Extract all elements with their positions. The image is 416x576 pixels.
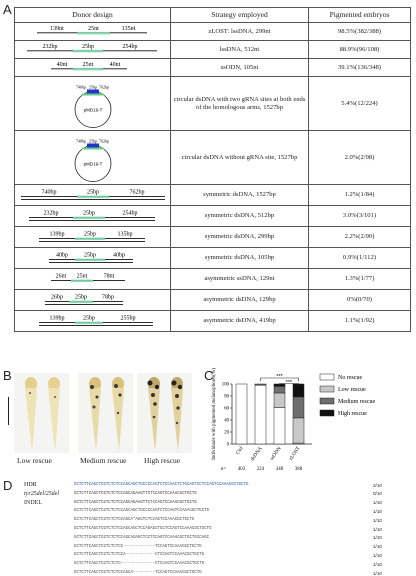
panel-label-b: B (3, 368, 12, 383)
strategy-cell: circular dsDNA with two gRNA sites at both ends of the homologous arms, 1527bp (171, 77, 309, 131)
donor-design-cell (15, 59, 171, 77)
label-medium-rescue: Medium rescue (80, 456, 126, 465)
sequence-line: GCTCTTCAGCTCGTCTCTCCAGCAGAAGTTCTCCAGTCCAAACGCTGCTG (74, 492, 197, 496)
pigmented-cell: 1.2%(1/84) (309, 185, 411, 206)
donor-diagram (15, 59, 171, 76)
label-tyr-del (24, 491, 59, 497)
sequence-line: GCTCTTCAGCTCGTCTCTC--------------CTCCAGTCCAAACGCTGCTG (74, 562, 204, 566)
donor-design-cell (15, 185, 171, 206)
n-label: n= (221, 467, 226, 472)
insert-highlight (73, 50, 103, 53)
pigmented-cell: 3.0%(3/101) (309, 206, 411, 227)
arm-length-label: 740bp (76, 85, 86, 90)
right-arm-label: 40bp (113, 253, 125, 259)
rescue-stacked-bar-chart (208, 368, 413, 476)
insert-label: 25bp (82, 44, 94, 50)
donor-design-cell (15, 248, 171, 269)
insert-highlight (73, 68, 103, 71)
strategy-cell: ssODN, 105nt (171, 59, 309, 77)
fish-larvae-low-image (14, 373, 69, 453)
legend-label: Low rescue (338, 387, 366, 393)
right-arm-label: 78nt (104, 274, 115, 280)
strategy-cell: symmetric dsDNA, 105bp (171, 248, 309, 269)
donor-design-cell (15, 290, 171, 311)
strategy-cell: asymmetric ssDNA, 129nt (171, 269, 309, 290)
label-indel: INDEL (24, 500, 42, 506)
insert-highlight (71, 280, 93, 283)
right-arm-label: 254bp (123, 44, 138, 50)
arm-length-label: 762bp (99, 139, 109, 144)
sequence-count: 1/10 (373, 544, 382, 549)
header-donor-design: Donor design (15, 8, 171, 23)
n-value: 388 (295, 467, 303, 472)
insert-highlight (75, 238, 105, 241)
table-row (15, 23, 411, 41)
fish-image-high (137, 373, 192, 453)
pigmented-cell: 0.9%(1/112) (309, 248, 411, 269)
bar-segment (293, 418, 304, 443)
donor-design-table (14, 7, 411, 332)
plasmid-label: pMD19-T (84, 108, 103, 113)
table-row (15, 290, 411, 311)
left-arm-label: 26bp (51, 295, 63, 301)
sequence-count: 0/10 (373, 491, 382, 496)
strategy-cell: asymmetric dsDNA, 419bp (171, 311, 309, 332)
label-tyr-del-text: tyr25del/25del (24, 491, 59, 497)
right-arm-label: 135bp (118, 232, 133, 238)
x-tick-label: ssODN (269, 446, 283, 462)
sequence-line: GCTCTTCAGCTCGTCTCTCCAGCAGCTCCAGAGCTGCTCCAGTCCAAACGCTGCTG (74, 527, 212, 531)
pigmented-cell: 98.5%(382/388) (309, 23, 411, 41)
n-value: 348 (276, 467, 284, 472)
legend-swatch (320, 398, 334, 404)
sequence-count: 1/10 (373, 500, 382, 505)
sequence-count: 1/10 (373, 527, 382, 532)
donor-design-cell (15, 23, 171, 41)
x-tick-label: zLOST (288, 445, 302, 462)
strategy-cell: symmetric dsDNA, 1527bp (171, 185, 309, 206)
table-row (15, 185, 411, 206)
pigmented-cell: 5.4%(12/224) (309, 77, 411, 131)
arm-length-label: 762bp (99, 85, 109, 90)
significance-mark: *** (276, 374, 283, 380)
bar-segment (255, 385, 266, 444)
donor-diagram (15, 206, 171, 226)
donor-diagram (15, 227, 171, 247)
legend-label: No rescue (338, 375, 362, 381)
donor-design-cell (15, 41, 171, 59)
donor-diagram (15, 269, 171, 289)
right-arm-label: 254bp (123, 211, 138, 217)
left-arm-label: 40bp (56, 253, 68, 259)
insert-highlight (69, 301, 93, 304)
insert-label: 25bp (87, 190, 99, 196)
left-arm-label: 232bp (43, 44, 58, 50)
pigmented-cell: 0%(0/70) (309, 290, 411, 311)
x-tick-label: Ctrl (235, 445, 245, 456)
sequence-line: GCTCTTCAGCTCGTCTCTCCAGCA---------TCCAGTCCAAACGCTGCTG (74, 571, 202, 575)
insert-highlight (75, 259, 105, 262)
insert-highlight (75, 322, 103, 325)
y-tick-label: 40 (224, 419, 229, 424)
bar-segment (293, 397, 304, 418)
arm-length-label: 25bp (89, 85, 97, 90)
scale-bar (8, 397, 9, 425)
insert-block (87, 90, 99, 94)
insert-label: 25nt (77, 274, 88, 280)
donor-design-cell (15, 227, 171, 248)
legend-swatch (320, 374, 334, 380)
label-hdr: HDR (24, 482, 37, 488)
table-row (15, 206, 411, 227)
legend-swatch (320, 386, 334, 392)
homology-arm-marker (82, 148, 104, 150)
donor-design-cell (15, 311, 171, 332)
right-arm-label: 135nt (122, 26, 136, 32)
strategy-cell: asymmetric dsDNA, 129bp (171, 290, 309, 311)
donor-design-cell (15, 269, 171, 290)
pigmented-cell: 1.3%(1/77) (309, 269, 411, 290)
fish-larvae-high-image (137, 373, 192, 453)
insert-highlight (73, 217, 105, 220)
fish-larvae-medium-image (78, 373, 133, 453)
sequence-count: 1/10 (373, 509, 382, 514)
homology-arm-marker (82, 94, 104, 96)
right-arm-label: 78bp (102, 295, 114, 301)
donor-diagram (15, 77, 171, 130)
y-tick-label: 20 (224, 431, 229, 436)
insert-label: 25bp (83, 316, 95, 322)
header-pigmented: Pigmented embryos (309, 8, 411, 23)
x-tick-label: dsDNA (250, 446, 264, 463)
insert-label: 25bp (84, 253, 96, 259)
donor-diagram (15, 41, 171, 58)
insert-label: 25nt (88, 26, 99, 32)
panel-label-c: C (204, 368, 213, 383)
pigmented-cell: 39.1%(136/348) (309, 59, 411, 77)
left-arm-label: 139bp (50, 316, 65, 322)
table-row (15, 269, 411, 290)
left-arm-label: 40nt (57, 62, 68, 68)
insert-block (87, 144, 99, 148)
fish-image-low (14, 373, 69, 453)
label-high-rescue: High rescue (144, 456, 180, 465)
donor-diagram (15, 290, 171, 310)
right-arm-label: 255bp (121, 316, 136, 322)
pigmented-cell: 2.0%(2/98) (309, 131, 411, 185)
insert-label: 25nt (83, 62, 94, 68)
bar-segment (274, 407, 285, 444)
panel-label-a: A (3, 2, 12, 17)
left-arm-label: 740bp (42, 190, 57, 196)
bar-segment (236, 384, 247, 444)
n-value: 224 (257, 467, 265, 472)
panel-label-d: D (3, 478, 12, 493)
insert-label: 25bp (75, 295, 87, 301)
sequence-count: 1/10 (373, 518, 382, 523)
arm-length-label: 740bp (76, 139, 86, 144)
label-low-rescue: Low rescue (17, 456, 52, 465)
donor-diagram (15, 311, 171, 331)
sequence-count: 2/10 (373, 483, 382, 488)
sequence-line: GCTCTTCAGCTCGTCTCTCCAGCAGAGCTCCTCCAGTCCAAACGCTGCTGCCAGC (74, 536, 209, 540)
legend-swatch (320, 410, 334, 416)
pigmented-cell: 88.9%(96/108) (309, 41, 411, 59)
sequence-count: 1/10 (373, 571, 382, 576)
table-row (15, 77, 411, 131)
header-strategy: Strategy employed (171, 8, 309, 23)
strategy-cell: symmetric dsDNA, 299bp (171, 227, 309, 248)
table-row (15, 41, 411, 59)
right-arm-label: 40nt (110, 62, 121, 68)
y-tick-label: 0 (227, 443, 230, 448)
bar-segment (274, 386, 285, 393)
y-tick-label: 60 (224, 407, 229, 412)
sequence-line: GCTCTTCAGCTCGTCTCTCCAGCAGCTGCCCCAGTCTCCAACTCTGCAGTCCTCCAGTCCAAACGCTGCTG (74, 483, 248, 487)
arm-length-label: 25bp (89, 139, 97, 144)
insert-highlight (77, 196, 109, 199)
sequence-count: 1/10 (373, 535, 382, 540)
pigmented-cell: 2.2%(2/90) (309, 227, 411, 248)
sequence-line: GCTCTTCAGCTCGTCTCTCC-------------TCCAGTCCAAACGCTGCTG (74, 545, 202, 549)
donor-diagram (15, 185, 171, 205)
left-arm-label: 26nt (56, 274, 67, 280)
plasmid-label: pMD19-T (84, 162, 103, 167)
left-arm-label: 139nt (50, 26, 64, 32)
strategy-cell: symmetric dsDNA, 512bp (171, 206, 309, 227)
sequence-line: GCTCTTCAGCTCGTCTCTCCAGCAGCTGCCCCAGTCTCCAGTCCAAACGCTGCTG (74, 509, 209, 513)
table-row (15, 248, 411, 269)
insert-label: 25bp (83, 211, 95, 217)
sequence-line: GCTCTTCAGCTCGTCTCTCCA------------CTCCAGTCCAAACGCTGCTG (74, 553, 204, 557)
donor-design-cell (15, 131, 171, 185)
insert-label: 25bp (84, 232, 96, 238)
fish-image-medium (78, 373, 133, 453)
strategy-cell: circular dsDNA without gRNA site, 1527bp (171, 131, 309, 185)
donor-diagram (15, 131, 171, 184)
y-tick-label: 80 (224, 395, 229, 400)
left-arm-label: 232bp (44, 211, 59, 217)
table-row (15, 227, 411, 248)
y-axis-label: Individuals with pigmented melanophores(%) (212, 368, 217, 460)
bar-segment (274, 393, 285, 407)
sequence-line: GCTCTTCAGCTCGTCTCTCCAGCAGAAGTTCTCCAGTCCAAACGCTGCTG (74, 501, 197, 505)
table-row (15, 131, 411, 185)
n-value: 403 (238, 467, 246, 472)
insert-highlight (77, 32, 110, 35)
donor-diagram (15, 248, 171, 268)
right-arm-label: 762bp (130, 190, 145, 196)
donor-diagram (15, 23, 171, 40)
left-arm-label: 139bp (50, 232, 65, 238)
sequence-count: 1/10 (373, 562, 382, 567)
y-tick-label: 100 (222, 383, 230, 388)
sequence-line: GCTCTTCAGCTCGTCTCTCCAGCA*AGGTCTCCAGTCCAAACGCTGCTG (74, 518, 194, 522)
donor-design-cell (15, 77, 171, 131)
table-row (15, 59, 411, 77)
pigmented-cell: 1.1%(1/92) (309, 311, 411, 332)
strategy-cell: zLOST: lssDNA, 299nt (171, 23, 309, 41)
legend-label: High rescue (338, 411, 367, 417)
table-row (15, 311, 411, 332)
strategy-cell: lssDNA, 512nt (171, 41, 309, 59)
sequence-count: 1/10 (373, 553, 382, 558)
significance-mark: *** (286, 380, 293, 386)
donor-design-cell (15, 206, 171, 227)
legend-label: Medium rescue (338, 399, 375, 405)
